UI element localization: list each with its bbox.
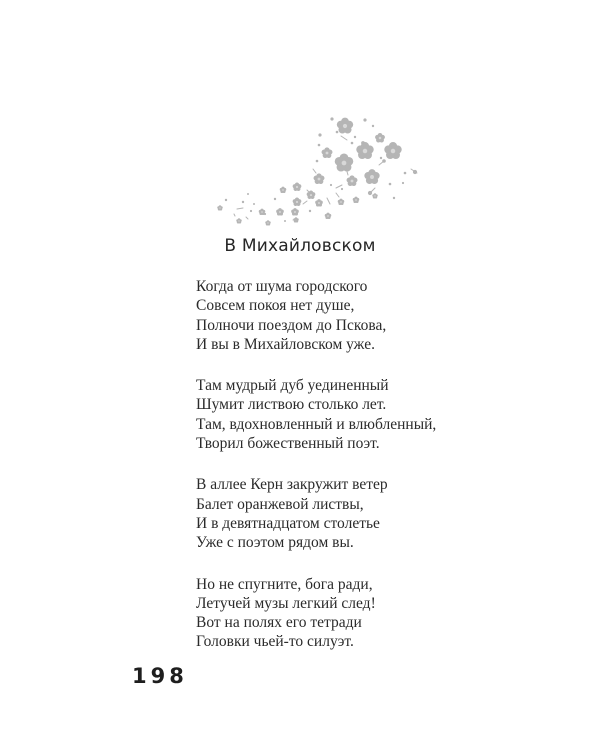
- poem-line: Творил божественный поэт.: [196, 435, 380, 453]
- poem-line: Вот на полях его тетради: [196, 614, 362, 632]
- poem-line: Летучей музы легкий след!: [196, 594, 376, 612]
- poem-line: Шумит листвою столько лет.: [196, 396, 387, 414]
- poem-line: Балет оранжевой листвы,: [196, 495, 364, 513]
- poem-line: Когда от шума городского: [196, 278, 368, 295]
- poem-title: В Михайловском: [224, 236, 376, 256]
- scattered-blossoms-icon: [215, 105, 425, 230]
- poem-line: Полночи поездом до Пскова,: [196, 316, 387, 334]
- stanza: [196, 575, 436, 652]
- stanza: [196, 376, 436, 453]
- poem-line: Головки чьей-то силуэт.: [196, 633, 354, 651]
- poem-line: Уже с поэтом рядом вы.: [196, 534, 354, 552]
- poem-line: Но не спугните, бога ради,: [196, 575, 373, 593]
- stanza: [196, 475, 436, 552]
- poem-line: Там мудрый дуб уединенный: [196, 377, 389, 395]
- poem-line: И вы в Михайловском уже.: [196, 335, 375, 353]
- page-number: 198: [132, 664, 188, 688]
- poem-line: Там, вдохновленный и влюбленный,: [196, 415, 437, 433]
- poem-line: Совсем покоя нет душе,: [196, 297, 355, 315]
- stanza: [196, 277, 436, 354]
- poem-line: И в девятнадцатом столетье: [196, 514, 380, 532]
- poem-line: В аллее Керн закружит ветер: [196, 476, 388, 494]
- poem-body: [196, 277, 436, 674]
